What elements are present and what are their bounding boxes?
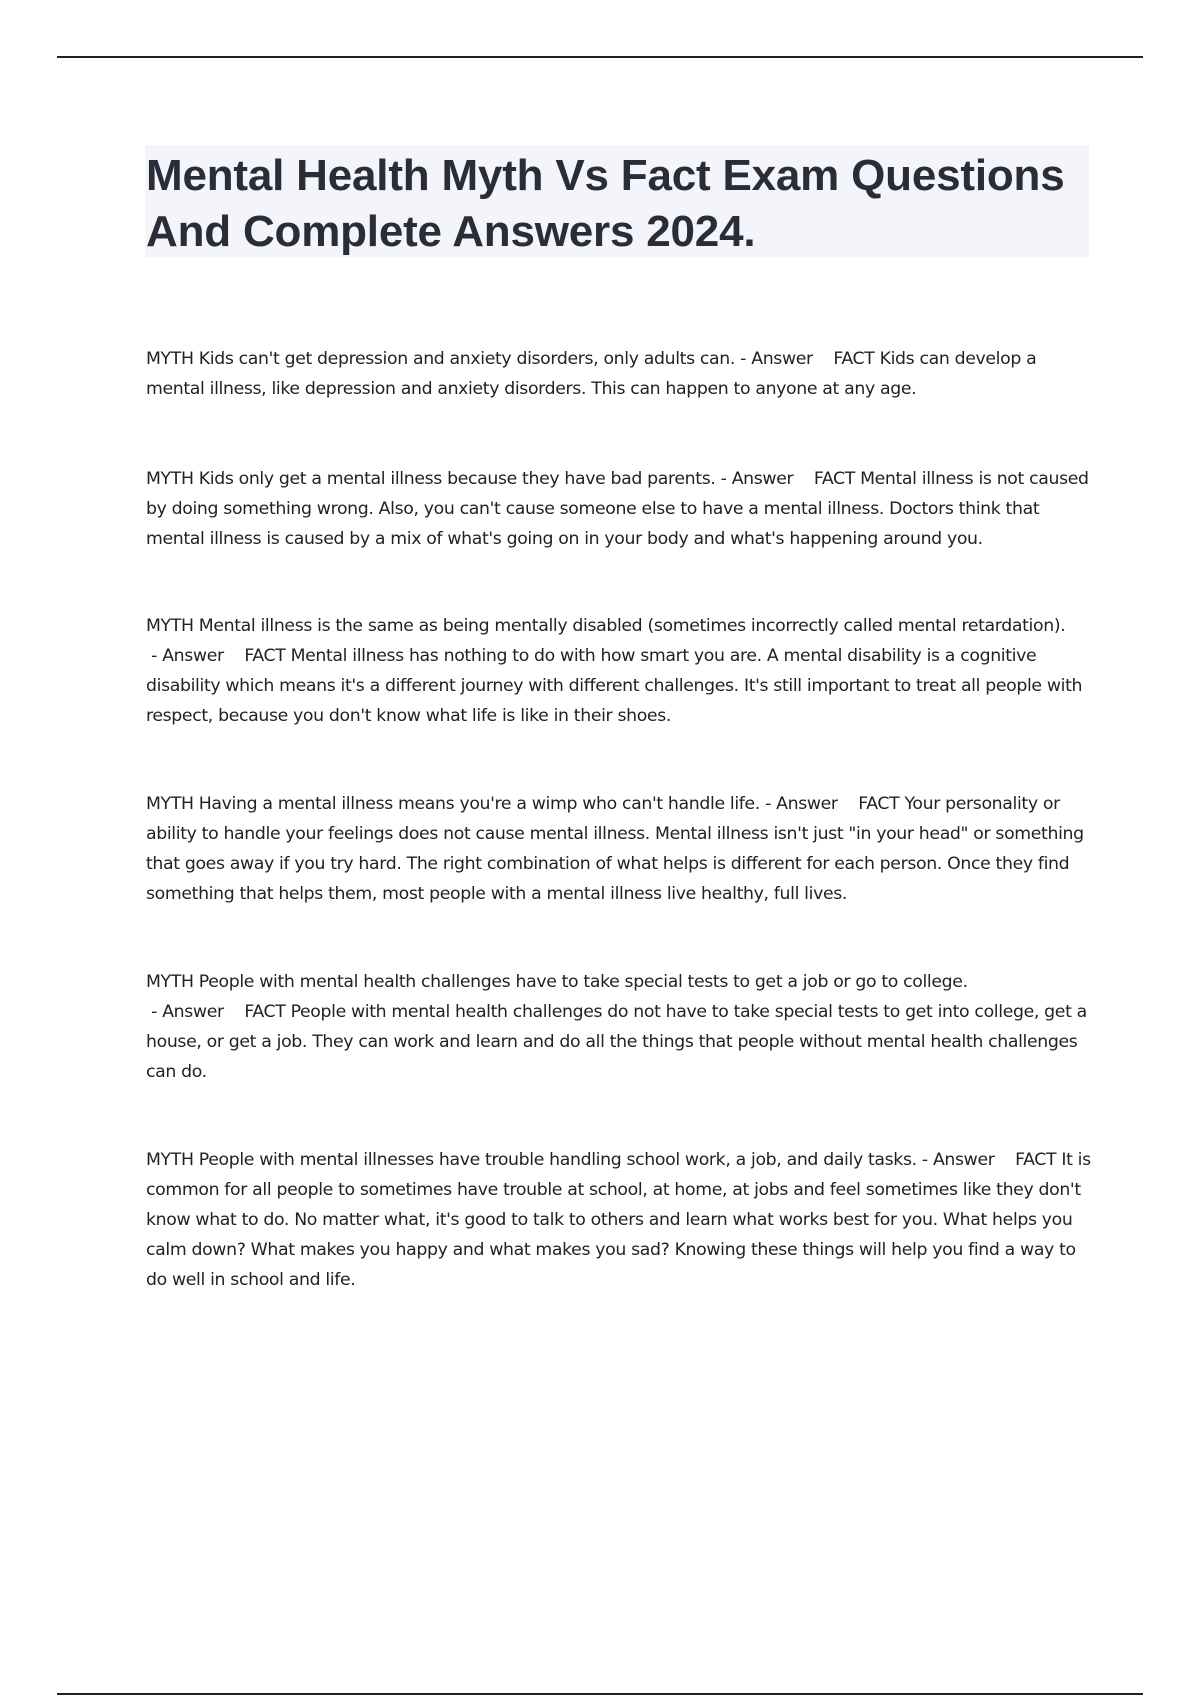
- fact-text: FACT Kids can develop a mental illness, like depression and anxiety disorders. This can happen to anyone at any age.: [146, 349, 1037, 399]
- title-banner: [145, 145, 1089, 257]
- qa-item: [146, 967, 1096, 1087]
- answer-label: Answer: [751, 349, 813, 369]
- fact-text: FACT Your personality or ability to handle your feelings does not cause mental illness. Mental illness isn't just "in your head" or something that goes away if you try hard. The right combination of what helps is different for each person. Once they find something that helps them, most people with a mental illness live healthy, full lives.: [146, 794, 1084, 904]
- answer-label: Answer: [162, 646, 224, 666]
- qa-item: [146, 344, 1096, 404]
- myth-text: MYTH Kids only get a mental illness because they have bad parents.: [146, 469, 716, 489]
- myth-text: MYTH People with mental illnesses have trouble handling school work, a job, and daily tasks.: [146, 1150, 917, 1170]
- page-title: Mental Health Myth Vs Fact Exam Questions And Complete Answers 2024.: [146, 151, 1065, 256]
- separator: -: [146, 646, 163, 666]
- fact-text: FACT Mental illness has nothing to do with how smart you are. A mental disability is a cognitive disability which means it's a different journey with different challenges. It's still important to treat all people with respect, because you don't know what life is like in their shoes.: [146, 646, 1083, 726]
- separator: -: [146, 1002, 163, 1022]
- myth-text: MYTH Kids can't get depression and anxiety disorders, only adults can.: [146, 349, 736, 369]
- fact-text: FACT Mental illness is not caused by doing something wrong. Also, you can't cause someone else to have a mental illness. Doctors think that mental illness is caused by a mix of what's going on in your body and what's happening around you.: [146, 469, 1089, 549]
- myth-text: MYTH Mental illness is the same as being mentally disabled (sometimes incorrectly called mental retardation).: [146, 616, 1066, 636]
- myth-text: MYTH People with mental health challenges have to take special tests to get a job or go to college.: [146, 972, 968, 992]
- fact-text: FACT People with mental health challenges do not have to take special tests to get into college, get a house, or get a job. They can work and learn and do all the things that people without mental health challenges can do.: [146, 1002, 1087, 1082]
- qa-list: [146, 344, 1096, 1355]
- separator: -: [735, 349, 752, 369]
- top-divider: [57, 56, 1143, 58]
- separator: -: [759, 794, 777, 814]
- fact-text: FACT It is common for all people to sometimes have trouble at school, at home, at jobs and feel sometimes like they don't know what to do. No matter what, it's good to talk to others and learn what works best for you. What helps you calm down? What makes you happy and what makes you sad? Knowing these things will help you find a way to do well in school and life.: [146, 1150, 1091, 1290]
- qa-item: [146, 464, 1096, 554]
- answer-label: Answer: [932, 1150, 995, 1170]
- separator: -: [715, 469, 732, 489]
- qa-item: [146, 789, 1096, 909]
- qa-item: [146, 1145, 1096, 1295]
- separator: -: [916, 1150, 933, 1170]
- qa-item: [146, 611, 1096, 731]
- answer-label: Answer: [776, 794, 838, 814]
- myth-text: MYTH Having a mental illness means you're a wimp who can't handle life.: [146, 794, 760, 814]
- answer-label: Answer: [162, 1002, 224, 1022]
- bottom-divider: [57, 1693, 1143, 1695]
- answer-label: Answer: [731, 469, 794, 489]
